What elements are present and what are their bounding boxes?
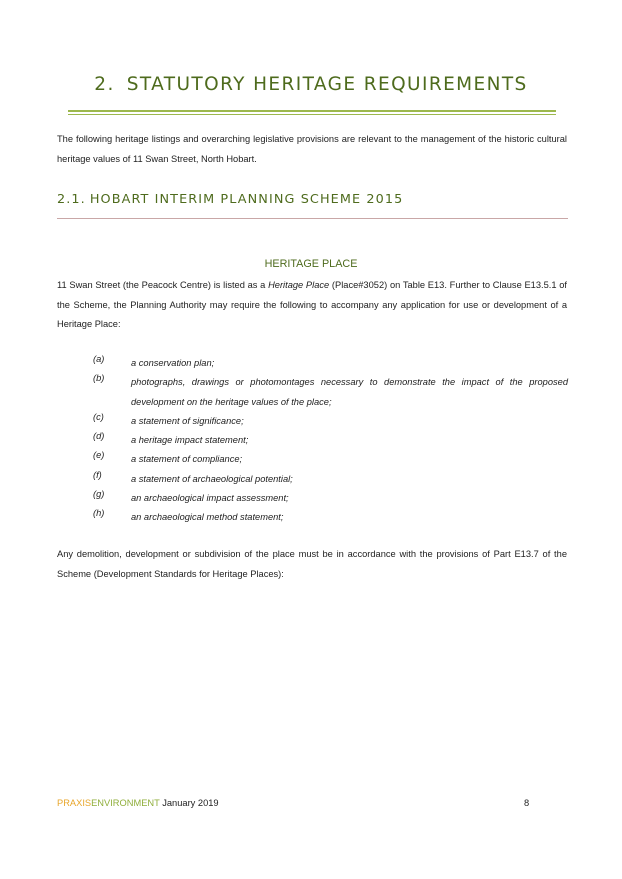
footer-brand-praxis: PRAXIS	[57, 798, 92, 808]
para1-after: (Place#3052) on Table E13. Further to Clause E13.5.1 of the Scheme, the Planning Authority may require the following to accompany any application for use or development of a Heritage Place:	[57, 280, 568, 329]
list-item-text: a statement of significance;	[131, 415, 244, 426]
list-item	[57, 489, 568, 508]
heading-rule	[68, 110, 556, 112]
list-item-text: a statement of compliance;	[131, 454, 243, 465]
demolition-paragraph: Any demolition, development or subdivision of the place must be in accordance with the provisions of Part E13.7 of the Scheme (Development Standards for Heritage Places):	[57, 549, 567, 579]
list-item	[57, 470, 568, 489]
list-item-label: (e)	[93, 450, 105, 461]
list-item	[57, 450, 568, 469]
list-item-label: (g)	[93, 489, 105, 500]
para1-italic: Heritage Place	[268, 280, 330, 290]
subheading: HERITAGE PLACE	[264, 258, 358, 270]
page-number: 8	[524, 798, 530, 808]
list-item-label: (c)	[93, 411, 104, 422]
list-item-text: an archaeological impact assessment;	[131, 493, 289, 504]
intro-paragraph: The following heritage listings and overarching legislative provisions are relevant to the management of the historic cultural heritage values of 11 Swan Street, North Hobart.	[57, 134, 567, 164]
section-heading	[57, 192, 403, 207]
footer	[57, 798, 219, 808]
list-item	[57, 508, 568, 527]
list-item-label: (h)	[93, 508, 105, 519]
heading-number: 2.	[94, 74, 115, 95]
list-item-label: (d)	[93, 431, 105, 442]
list-item	[57, 354, 568, 373]
footer-date: January 2019	[162, 798, 219, 808]
requirements-list	[57, 354, 568, 528]
section-rule	[57, 218, 568, 219]
section-number: 2.1.	[57, 192, 86, 207]
list-item-label: (a)	[93, 354, 105, 364]
list-item-text: a heritage impact statement;	[131, 435, 249, 446]
section-title: HOBART INTERIM PLANNING SCHEME 2015	[89, 192, 404, 207]
page-heading	[0, 74, 622, 95]
list-item	[57, 431, 568, 450]
list-item-label: (f)	[93, 469, 102, 480]
list-item-text: a statement of archaeological potential;	[131, 473, 293, 484]
heading-title: STATUTORY HERITAGE REQUIREMENTS	[126, 74, 528, 95]
footer-brand-environment: ENVIRONMENT	[91, 798, 160, 808]
list-item-text: an archaeological method statement;	[131, 512, 284, 523]
list-item-text: photographs, drawings or photomontages necessary to demonstrate the impact of the proposed development on the heritage values of the place;	[131, 377, 568, 407]
list-item	[57, 373, 568, 412]
list-item-text: a conservation plan;	[131, 358, 215, 368]
heritage-place-paragraph	[57, 276, 567, 335]
list-item-label: (b)	[93, 373, 105, 384]
heading-rule-thin	[68, 114, 556, 115]
list-item	[57, 412, 568, 431]
para1-before: 11 Swan Street (the Peacock Centre) is listed as a	[57, 280, 269, 290]
